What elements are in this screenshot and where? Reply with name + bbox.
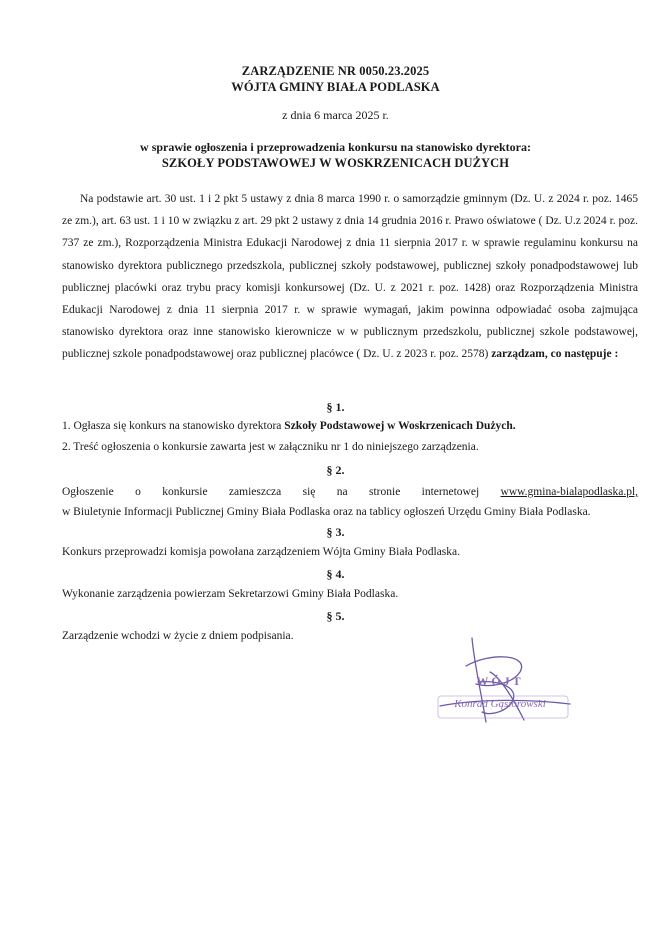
section-1-item-1-text: 1. Ogłasza się konkurs na stanowisko dyrektora: [62, 420, 285, 432]
section-2-word: o konkursie: [135, 486, 208, 498]
section-3-text: Konkurs przeprowadzi komisja powołana zarządzeniem Wójta Gminy Biała Podlaska.: [62, 546, 461, 558]
section-1-heading: § 1.: [326, 400, 345, 414]
section-5-heading: § 5.: [326, 609, 345, 623]
school-name: Szkoły Podstawowej w Woskrzenicach Dużych.: [284, 420, 516, 432]
document-title-number: ZARZĄDZENIE NR 0050.23.2025: [241, 64, 430, 78]
preamble-paragraph: [62, 188, 638, 366]
section-2-heading: § 2.: [326, 463, 345, 477]
section-2-line-2: w Biuletynie Informacji Publicznej Gminy Biała Podlaska oraz na tablicy ogłoszeń Urzędu Gminy Biała Podlaska.: [62, 506, 591, 518]
section-1-item-2: 2. Treść ogłoszenia o konkursie zawarta jest w załączniku nr 1 do niniejszego zarządzenia.: [62, 441, 479, 453]
section-5-text: Zarządzenie wchodzi w życie z dniem podpisania.: [62, 630, 294, 642]
preamble-text: Na podstawie art. 30 ust. 1 i 2 pkt 5 ustawy z dnia 8 marca 1990 r. o samorządzie gminnym (Dz. U. z 2024 r. poz. 1465 ze zm.), art. 63 ust. 1 i 10 w związku z art. 29 pkt 2 ustawy z dnia 14 grudnia 2016 r. Prawo oświatowe ( Dz. U.z 2024 r. poz. 737 ze zm.), Rozporządzenia Ministra Edukacji Narodowej z dnia 11 sierpnia 2017 r. w sprawie regulaminu konkursu na stanowisko dyrektora publicznego przedszkola, publicznej szkoły podstawowej, publicznej szkoły ponadpodstawowej lub publicznej placówki oraz trybu pracy komisji konkursowej (Dz. U. z 2021 r. poz. 1428) oraz Rozporządzenia Ministra Edukacji Narodowej z dnia 11 sierpnia 2017 r. w sprawie wymagań, jakim powinna odpowiadać osoba zajmująca stanowisko dyrektora oraz inne stanowisko kierownicze w w publicznym przedszkolu, publicznej szkole podstawowej, publicznej szkole ponadpodstawowej oraz publicznej placówce ( Dz. U. z 2023 r. poz. 2578): [62, 193, 638, 361]
preamble-decision: zarządzam, co następuje :: [491, 348, 619, 361]
document-subject-line1: w sprawie ogłoszenia i przeprowadzenia konkursu na stanowisko dyrektora:: [140, 140, 531, 154]
section-1-item-1: [62, 420, 516, 432]
section-4-heading: § 4.: [326, 567, 345, 581]
signature-stamp: [420, 632, 580, 732]
section-2-word: internetowej: [421, 486, 480, 498]
section-4-text: Wykonanie zarządzenia powierzam Sekretarzowi Gminy Biała Podlaska.: [62, 588, 399, 600]
section-3-heading: § 3.: [326, 525, 345, 539]
stamp-title: WÓJT: [476, 674, 524, 688]
section-2-line-1: [62, 486, 638, 498]
section-2-word: na: [336, 486, 348, 498]
document-date: z dnia 6 marca 2025 r.: [282, 108, 389, 122]
document-title-authority: WÓJTA GMINY BIAŁA PODLASKA: [231, 80, 440, 94]
section-2-word: Ogłoszenie: [62, 486, 114, 498]
stamp-name: Konrad Gąsiorowski: [454, 698, 546, 710]
section-2-word: stronie: [369, 486, 401, 498]
section-2-word: zamieszcza: [228, 486, 282, 498]
section-2-word: się: [302, 486, 316, 498]
website-link[interactable]: www.gmina-bialapodlaska.pl,: [500, 486, 639, 498]
document-subject-line2: SZKOŁY PODSTAWOWEJ W WOSKRZENICACH DUŻYCH: [161, 156, 510, 170]
